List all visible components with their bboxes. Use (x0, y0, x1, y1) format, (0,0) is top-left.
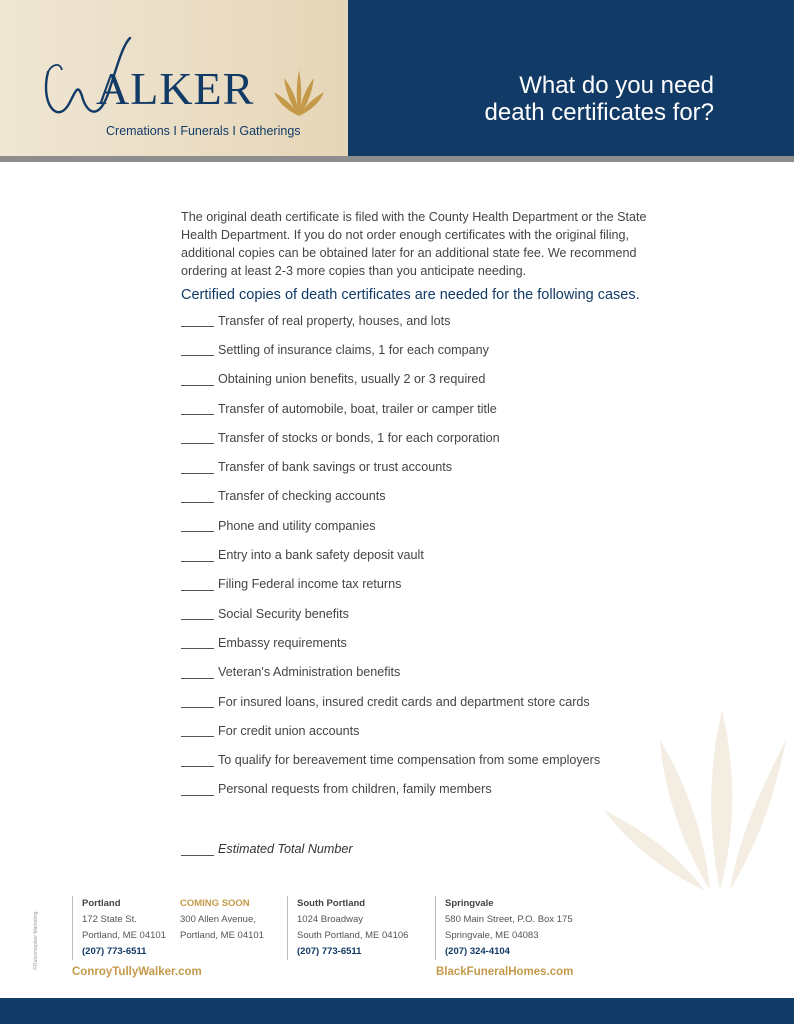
checklist-item (181, 658, 651, 687)
checklist-blank-line[interactable] (181, 314, 214, 327)
checklist-blank-line[interactable] (181, 490, 214, 503)
checklist-item-label: Transfer of bank savings or trust accounts (218, 460, 453, 475)
checklist-item (181, 540, 651, 569)
checklist-item-label: For insured loans, insured credit cards and department store cards (218, 694, 590, 709)
checklist-item-label: Transfer of real property, houses, and lots (218, 313, 451, 328)
checklist-blank-line[interactable] (181, 431, 214, 444)
checklist-item (181, 687, 651, 716)
checklist-blank-line[interactable] (181, 607, 214, 620)
checklist-item-label: Embassy requirements (218, 635, 347, 650)
checklist-item-label: Entry into a bank safety deposit vault (218, 548, 424, 563)
checklist-item (181, 599, 651, 628)
checklist-blank-line[interactable] (181, 578, 214, 591)
checklist-item (181, 511, 651, 540)
checklist-item-label: Veteran's Administration benefits (218, 665, 401, 680)
location-address-line2: Portland, ME 04101 (180, 930, 264, 941)
checklist-item (181, 335, 651, 364)
logo-wordmark: ALKER (96, 63, 255, 114)
checklist-item (181, 775, 651, 804)
checklist-item-label: Obtaining union benefits, usually 2 or 3 required (218, 372, 486, 387)
website-link-conroy[interactable]: ConroyTullyWalker.com (72, 966, 202, 978)
checklist-item-label: Social Security benefits (218, 606, 349, 621)
checklist-item-label: Personal requests from children, family members (218, 782, 492, 797)
location-address-line1: 580 Main Street, P.O. Box 175 (445, 914, 573, 925)
checklist-item (181, 423, 651, 452)
checklist-item-label: Filing Federal income tax returns (218, 577, 402, 592)
location-address-line2: Springvale, ME 04083 (445, 930, 539, 941)
location-address-line1: 172 State St. (82, 914, 137, 925)
checklist (181, 306, 651, 804)
location-address-line1: 300 Allen Avenue, (180, 914, 256, 925)
location-portland (72, 896, 166, 960)
header (0, 0, 794, 158)
checklist-item (181, 482, 651, 511)
section-heading: Certified copies of death certificates are needed for the following cases. (181, 287, 640, 303)
checklist-blank-line[interactable] (181, 724, 214, 737)
checklist-item (181, 570, 651, 599)
location-coming-soon (171, 896, 264, 944)
checklist-item (181, 745, 651, 774)
checklist-item (181, 306, 651, 335)
checklist-blank-line[interactable] (181, 666, 214, 679)
page-title (354, 72, 714, 126)
checklist-blank-line[interactable] (181, 373, 214, 386)
location-south-portland (287, 896, 408, 960)
page-title-line-1: What do you need (519, 72, 714, 99)
checklist-item-label: For credit union accounts (218, 723, 360, 738)
checklist-blank-line[interactable] (181, 783, 214, 796)
location-springvale (435, 896, 573, 960)
copyright-notice (30, 900, 40, 970)
checklist-item (181, 716, 651, 745)
location-address-line2: South Portland, ME 04106 (297, 930, 409, 941)
location-name: Springvale (445, 898, 494, 909)
website-link-black[interactable]: BlackFuneralHomes.com (436, 966, 574, 978)
location-name: COMING SOON (180, 898, 250, 909)
page-title-line-2: death certificates for? (484, 99, 714, 126)
checklist-blank-line[interactable] (181, 519, 214, 532)
location-phone: (207) 773-6511 (297, 946, 362, 957)
checklist-blank-line[interactable] (181, 754, 214, 767)
checklist-item (181, 452, 651, 481)
logo-panel (0, 0, 348, 158)
checklist-item-label: Settling of insurance claims, 1 for each company (218, 342, 489, 357)
location-phone: (207) 324-4104 (445, 946, 510, 957)
estimated-total (181, 842, 353, 856)
checklist-blank-line[interactable] (181, 461, 214, 474)
checklist-blank-line[interactable] (181, 636, 214, 649)
location-name: Portland (82, 898, 121, 909)
checklist-blank-line[interactable] (181, 343, 214, 356)
location-address-line2: Portland, ME 04101 (82, 930, 166, 941)
bottom-bar (0, 998, 794, 1024)
checklist-item-label: Transfer of automobile, boat, trailer or camper title (218, 401, 497, 416)
logo-fan-icon (274, 66, 324, 118)
checklist-blank-line[interactable] (181, 549, 214, 562)
checklist-item-label: To qualify for bereavement time compensation from some employers (218, 753, 601, 768)
location-name: South Portland (297, 898, 366, 909)
header-divider (0, 156, 794, 162)
copyright-text: ©Outcomeplanr Marketing (33, 911, 39, 970)
checklist-blank-line[interactable] (181, 402, 214, 415)
total-blank-line[interactable] (181, 843, 214, 856)
checklist-blank-line[interactable] (181, 695, 214, 708)
checklist-item (181, 628, 651, 657)
checklist-item (181, 394, 651, 423)
estimated-total-label: Estimated Total Number (218, 842, 353, 856)
footer (0, 896, 794, 996)
logo-tagline: Cremations I Funerals I Gatherings (106, 124, 301, 138)
checklist-item (181, 365, 651, 394)
location-phone: (207) 773-6511 (82, 946, 147, 957)
checklist-item-label: Transfer of stocks or bonds, 1 for each corporation (218, 430, 500, 445)
main-content (181, 208, 651, 804)
checklist-item-label: Phone and utility companies (218, 518, 376, 533)
checklist-item-label: Transfer of checking accounts (218, 489, 386, 504)
intro-paragraph: The original death certificate is filed with the County Health Department or the State Health Department. If you do not order enough certificates with the original filing, additional copies can be obtained later for an additional state fee. We recommend ordering at least 2-3 more copies than you anticipate needing. (181, 210, 647, 278)
location-address-line1: 1024 Broadway (297, 914, 364, 925)
